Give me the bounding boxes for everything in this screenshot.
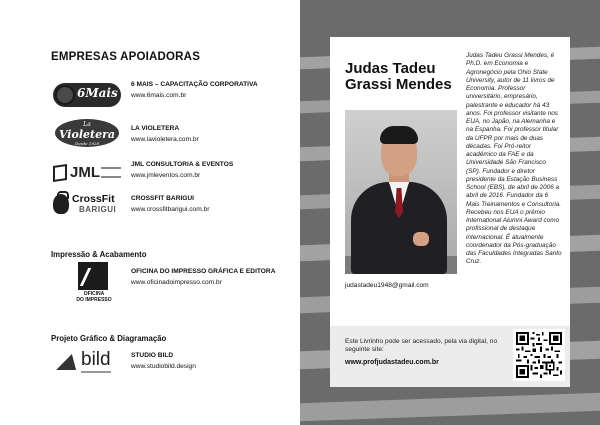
sponsor-6mais <box>51 80 291 114</box>
background-stripe <box>300 392 600 422</box>
sponsor-url[interactable]: www.6mais.com.br <box>131 91 187 99</box>
author-email[interactable]: judastadeu1948@gmail.com <box>345 282 429 289</box>
author-name: Judas Tadeu Grassi Mendes <box>345 60 452 93</box>
sponsor-url[interactable]: www.lavioletera.com.br <box>131 135 199 143</box>
sponsor-name: OFICINA DO IMPRESSO GRÁFICA E EDITORA <box>131 268 276 275</box>
sponsor-lavioletera <box>51 118 291 152</box>
sponsor-jml <box>51 158 291 192</box>
crossfit-logo: CrossFit BARIGUI <box>51 190 123 220</box>
sponsor-url[interactable]: www.studiobild.design <box>131 362 196 370</box>
sponsor-bild <box>51 348 291 382</box>
author-card <box>330 37 570 387</box>
lavioletera-logo: La Violetera Desde 1928 <box>51 118 123 148</box>
sponsor-name: JML CONSULTORIA & EVENTOS <box>131 161 234 168</box>
sponsor-name: CROSSFIT BARIGUI <box>131 195 195 202</box>
jml-logo: JML <box>51 158 123 188</box>
sponsor-crossfit <box>51 190 291 224</box>
impressao-heading: Impressão & Acabamento <box>51 250 147 259</box>
digital-access-footer <box>330 326 570 387</box>
sponsor-name: STUDIO BILD <box>131 352 174 359</box>
author-photo <box>345 110 457 274</box>
6mais-logo: 6Mais <box>51 80 123 110</box>
bild-logo: bild <box>51 348 123 378</box>
qr-code[interactable] <box>513 329 565 381</box>
sponsor-url[interactable]: www.crossfitbarigui.com.br <box>131 205 210 213</box>
page-title: EMPRESAS APOIADORAS <box>51 51 201 63</box>
sponsor-url[interactable]: www.oficinadoimpresso.com.br <box>131 278 222 286</box>
oficina-logo: OFICINA DO IMPRESSO <box>51 262 123 306</box>
sponsor-oficina <box>51 262 291 306</box>
author-page <box>300 0 600 425</box>
digital-access-note: Este Livrinho pode ser acessado, pela via digital, no seguinte site: <box>345 338 498 354</box>
sponsor-name: LA VIOLETERA <box>131 125 180 132</box>
projeto-heading: Projeto Gráfico & Diagramação <box>51 334 167 343</box>
sponsor-name: 6 MAIS – CAPACITAÇÃO CORPORATIVA <box>131 81 258 88</box>
website-link[interactable]: www.profjudastadeu.com.br <box>345 359 439 366</box>
author-bio: Judas Tadeu Grassi Mendes, é Ph.D. em Economia e Agronegócio pela Ohio State University, autor de 11 livros de Economia. Professor universitário, empresário, palestrante e educador há 43 anos. Foi professor visitante nos EUA, no Japão, na Alemanha e na Espanha. Foi professor titular da UFPR por mais de duas décadas. Foi Pró-reitor acadêmico da FAE e da Universidade São Francisco (SP). Fundador e diretor presidente da Estação Business School (EBS), de abril de 2006 a abril de 2016. Fundador da 6 Mais Treinamentos e Consultoria. Recebeu nos EUA o prêmio International Alumni Award como profissional de destaque internacional. É atualmente coordenador da Pós-graduação das Faculdades Integradas Santo Cruz. <box>466 52 562 266</box>
sponsor-url[interactable]: www.jmleventos.com.br <box>131 171 201 179</box>
